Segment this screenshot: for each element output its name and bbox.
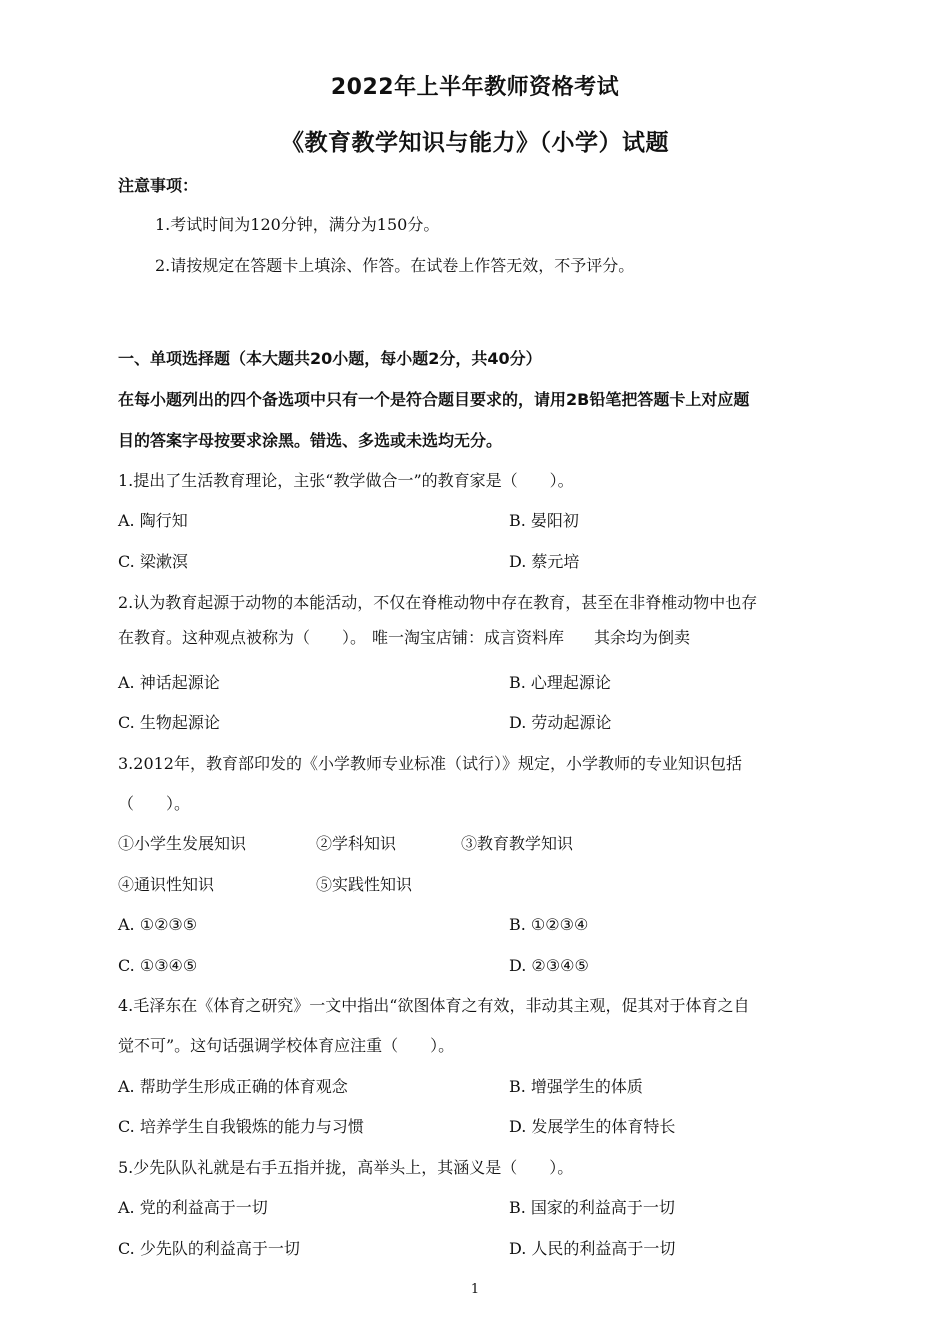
exam-title: 2022年上半年教师资格考试 — [330, 75, 620, 100]
question-5-stem: 5.少先队队礼就是右手五指并拢，高举头上，其涵义是（ ）。 — [118, 1158, 574, 1177]
question-3-option-d: D. ②③④⑤ — [509, 956, 589, 975]
question-3-item-3: ③教育教学知识 — [461, 834, 574, 853]
question-3-option-a: A. ①②③⑤ — [118, 915, 198, 934]
question-5-option-d: D. 人民的利益高于一切 — [509, 1239, 676, 1258]
question-3-option-b: B. ①②③④ — [509, 915, 589, 934]
question-2-option-d: D. 劳动起源论 — [509, 713, 612, 732]
notice-item-2: 2.请按规定在答题卡上填涂、作答。在试卷上作答无效，不予评分。 — [155, 256, 635, 275]
question-3-stem-line1: 3.2012年，教育部印发的《小学教师专业标准（试行）》规定，小学教师的专业知识包括 — [118, 754, 742, 773]
question-2-option-a: A. 神话起源论 — [118, 673, 220, 692]
question-2-stem-line2 — [118, 627, 690, 649]
question-5-option-c: C. 少先队的利益高于一切 — [118, 1239, 300, 1258]
question-3-item-2: ②学科知识 — [316, 834, 397, 853]
section-heading: 一、单项选择题（本大题共20小题，每小题2分，共40分） — [118, 349, 542, 368]
question-1-option-d: D. 蔡元培 — [509, 552, 580, 571]
question-3-item-1: ①小学生发展知识 — [118, 834, 247, 853]
question-1-option-b: B. 晏阳初 — [509, 511, 579, 530]
question-3-stem-line2: （ ）。 — [118, 794, 191, 813]
question-2-option-c: C. 生物起源论 — [118, 713, 220, 732]
question-1-option-a: A. 陶行知 — [118, 511, 188, 530]
question-4-option-b: B. 增强学生的体质 — [509, 1077, 643, 1096]
question-4-option-a: A. 帮助学生形成正确的体育观念 — [118, 1077, 348, 1096]
question-2-option-b: B. 心理起源论 — [509, 673, 611, 692]
notice-item-1: 1.考试时间为120分钟，满分为150分。 — [155, 215, 440, 234]
question-2-stem-line1: 2.认为教育起源于动物的本能活动，不仅在脊椎动物中存在教育，甚至在非脊椎动物中也存 — [118, 593, 758, 612]
shop-note: 唯一淘宝店铺：成言资料库 — [372, 628, 565, 647]
notice-heading: 注意事项： — [118, 176, 199, 195]
section-instruction-line2: 目的答案字母按要求涂黑。错选、多选或未选均无分。 — [118, 431, 503, 450]
question-4-option-d: D. 发展学生的体育特长 — [509, 1117, 676, 1136]
question-3-item-4: ④通识性知识 — [118, 875, 215, 894]
question-5-option-b: B. 国家的利益高于一切 — [509, 1198, 675, 1217]
question-4-option-c: C. 培养学生自我锻炼的能力与习惯 — [118, 1117, 364, 1136]
question-3-item-5: ⑤实践性知识 — [316, 875, 413, 894]
resale-note: 其余均为倒卖 — [594, 628, 691, 647]
question-1-option-c: C. 梁漱溟 — [118, 552, 188, 571]
question-1-stem: 1.提出了生活教育理论，主张“教学做合一”的教育家是（ ）。 — [118, 471, 574, 490]
exam-subtitle: 《教育教学知识与能力》（小学）试题 — [281, 130, 669, 156]
section-instruction-line1: 在每小题列出的四个备选项中只有一个是符合题目要求的，请用2B铅笔把答题卡上对应题 — [118, 390, 750, 409]
question-4-stem-line2: 觉不可”。这句话强调学校体育应注重（ ）。 — [118, 1036, 455, 1055]
question-2-stem-text: 在教育。这种观点被称为（ ）。 — [118, 628, 367, 647]
question-5-option-a: A. 党的利益高于一切 — [118, 1198, 268, 1217]
page-number: 1 — [470, 1282, 480, 1297]
question-4-stem-line1: 4.毛泽东在《体育之研究》一文中指出“欲图体育之有效，非动其主观，促其对于体育之自 — [118, 996, 750, 1015]
question-3-option-c: C. ①③④⑤ — [118, 956, 198, 975]
